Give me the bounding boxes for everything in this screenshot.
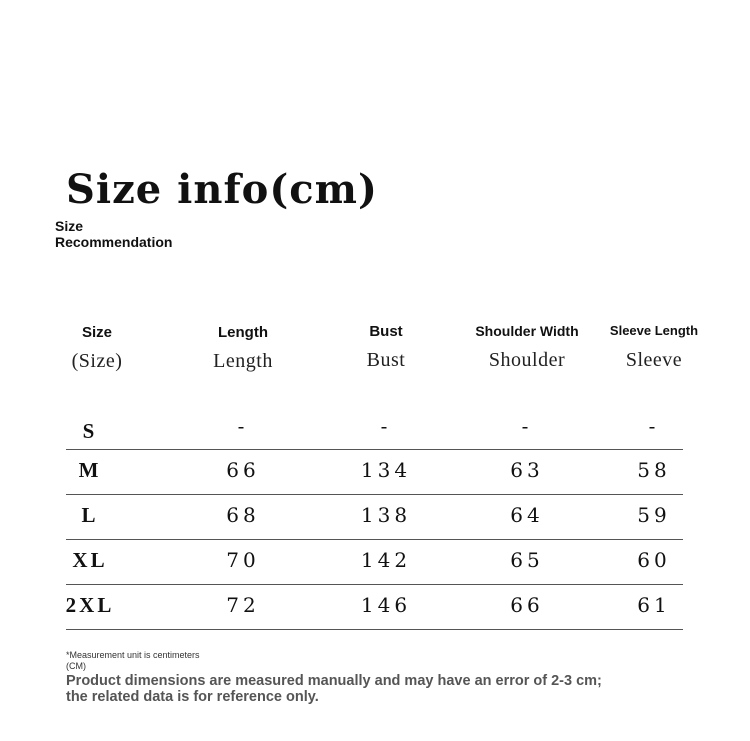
- cell-sleeve: 58: [637, 458, 671, 482]
- table-row: [66, 540, 683, 585]
- cell-length: 70: [226, 548, 260, 572]
- size-recommendation-label: [55, 218, 172, 250]
- column-sublabel: Shoulder: [488, 349, 566, 371]
- subtitle-line-2: Recommendation: [55, 234, 173, 250]
- cell-bust: 142: [360, 548, 412, 572]
- row-divider: [66, 629, 683, 630]
- cell-size: 2XL: [65, 593, 115, 617]
- cell-size: M: [78, 458, 102, 482]
- cell-bust: 134: [360, 458, 412, 482]
- subtitle-line-1: Size: [55, 218, 84, 234]
- column-sublabel: Sleeve: [625, 349, 683, 371]
- page-title: Size info(cm): [66, 166, 378, 213]
- unit-note-line-1: *Measurement unit is centimeters: [66, 650, 200, 660]
- column-label: Length: [218, 324, 268, 341]
- cell-shoulder: 63: [510, 458, 544, 482]
- cell-shoulder: 65: [510, 548, 544, 572]
- cell-sleeve: 59: [637, 503, 671, 527]
- cell-size: L: [81, 503, 99, 527]
- cell-length: 66: [226, 458, 260, 482]
- cell-size: S: [82, 419, 98, 443]
- cell-sleeve: 61: [637, 593, 671, 617]
- cell-shoulder: -: [521, 414, 533, 438]
- column-label: Shoulder Width: [475, 323, 579, 339]
- column-label: Sleeve Length: [609, 323, 699, 338]
- cell-length: 72: [226, 593, 260, 617]
- cell-bust: 146: [360, 593, 412, 617]
- measurement-unit-note: [66, 650, 200, 672]
- cell-length: -: [237, 414, 249, 438]
- cell-shoulder: 64: [510, 503, 544, 527]
- column-sublabel: Bust: [366, 349, 406, 371]
- column-sublabel: (Size): [71, 350, 123, 372]
- cell-bust: 138: [360, 503, 412, 527]
- cell-length: 68: [226, 503, 260, 527]
- table-row: [66, 585, 683, 630]
- column-label: Bust: [369, 323, 403, 340]
- cell-bust: -: [380, 414, 392, 438]
- cell-size: XL: [72, 548, 108, 572]
- table-row: [66, 405, 683, 450]
- table-row: [66, 495, 683, 540]
- unit-note-line-2: (CM): [66, 661, 86, 671]
- disclaimer-line-2: the related data is for reference only.: [66, 689, 319, 705]
- table-row: [66, 450, 683, 495]
- disclaimer-note: [66, 673, 602, 705]
- cell-sleeve: -: [648, 414, 660, 438]
- column-label: Size: [81, 324, 112, 341]
- column-sublabel: Length: [213, 350, 273, 372]
- cell-sleeve: 60: [637, 548, 671, 572]
- cell-shoulder: 66: [510, 593, 544, 617]
- disclaimer-line-1: Product dimensions are measured manually and may have an error of 2-3 cm;: [66, 673, 602, 689]
